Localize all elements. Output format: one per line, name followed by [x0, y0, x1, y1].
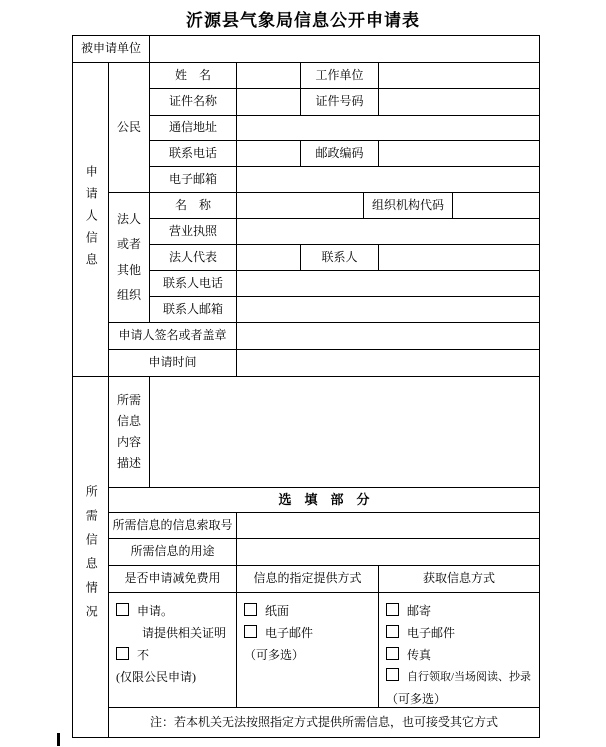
license-label: 营业执照: [149, 218, 237, 245]
org-name-value[interactable]: [236, 192, 364, 219]
cert-name-label: 证件名称: [149, 88, 237, 116]
checkbox-no-icon[interactable]: [116, 647, 129, 660]
email-value[interactable]: [236, 166, 540, 193]
signature-label: 申请人签名或者盖章: [108, 322, 237, 350]
cert-name-value[interactable]: [236, 88, 301, 116]
legal-rep-label: 法人代表: [149, 244, 237, 271]
delivery-method-cell: [236, 592, 379, 708]
fee-waiver-option-no[interactable]: 不: [116, 644, 149, 666]
contact-phone-value[interactable]: [236, 270, 540, 297]
work-unit-value[interactable]: [378, 62, 540, 89]
address-value[interactable]: [236, 115, 540, 141]
checkbox-paper-icon[interactable]: [244, 603, 257, 616]
address-label: 通信地址: [149, 115, 237, 141]
org-name-label: 名 称: [149, 192, 237, 219]
checkbox-self-pickup-icon[interactable]: [386, 668, 399, 681]
checkbox-mail-icon[interactable]: [386, 603, 399, 616]
checkbox-obtain-email-icon[interactable]: [386, 625, 399, 638]
applied-unit-value[interactable]: [149, 35, 540, 63]
optional-section-header: 选 填 部 分: [108, 487, 540, 513]
contact-label: 联系人: [300, 244, 379, 271]
fee-waiver-cell: [108, 592, 237, 708]
applied-unit-label: 被申请单位: [72, 35, 150, 63]
checkbox-fax-icon[interactable]: [386, 647, 399, 660]
required-info-section-label: 所需信息情况: [72, 376, 109, 738]
obtain-option-fax[interactable]: 传真: [386, 644, 431, 666]
cert-no-value[interactable]: [378, 88, 540, 116]
delivery-note: （可多选）: [244, 648, 305, 662]
contact-phone-label: 联系人电话: [149, 270, 237, 297]
obtain-option-email[interactable]: 电子邮件: [386, 622, 455, 644]
checkbox-apply-icon[interactable]: [116, 603, 129, 616]
description-label: 所需信息内容描述: [108, 376, 150, 488]
obtain-option-self-pickup[interactable]: 自行领取/当场阅读、抄录: [386, 666, 531, 688]
postcode-value[interactable]: [378, 140, 540, 167]
legal-rep-value[interactable]: [236, 244, 301, 271]
contact-email-value[interactable]: [236, 296, 540, 323]
name-label: 姓 名: [149, 62, 237, 89]
fee-waiver-header: 是否申请减免费用: [108, 565, 237, 593]
retrieval-no-value[interactable]: [236, 512, 540, 539]
obtain-option-mail[interactable]: 邮寄: [386, 600, 431, 622]
org-code-label: 组织机构代码: [363, 192, 453, 219]
checkbox-delivery-email-icon[interactable]: [244, 625, 257, 638]
license-value[interactable]: [236, 218, 540, 245]
delivery-option-email[interactable]: 电子邮件: [244, 622, 313, 644]
description-value[interactable]: [149, 376, 540, 488]
applicant-section-label: 申请人信息: [72, 62, 109, 377]
fee-waiver-note: (仅限公民申请): [116, 670, 196, 684]
work-unit-label: 工作单位: [300, 62, 379, 89]
purpose-value[interactable]: [236, 538, 540, 566]
purpose-label: 所需信息的用途: [108, 538, 237, 566]
obtain-method-header: 获取信息方式: [378, 565, 540, 593]
obtain-method-cell: [378, 592, 540, 708]
date-value[interactable]: [236, 349, 540, 377]
date-label: 申请时间: [108, 349, 237, 377]
postcode-label: 邮政编码: [300, 140, 379, 167]
citizen-group-label: 公民: [108, 62, 150, 193]
obtain-note: （可多选）: [386, 692, 447, 706]
phone-value[interactable]: [236, 140, 301, 167]
name-value[interactable]: [236, 62, 301, 89]
contact-email-label: 联系人邮箱: [149, 296, 237, 323]
email-label: 电子邮箱: [149, 166, 237, 193]
delivery-option-paper[interactable]: 纸面: [244, 600, 289, 622]
fee-waiver-apply-note: 请提供相关证明: [142, 626, 227, 640]
signature-value[interactable]: [236, 322, 540, 350]
page-title: 沂源县气象局信息公开申请表: [186, 11, 420, 30]
contact-value[interactable]: [378, 244, 540, 271]
fee-waiver-option-apply[interactable]: 申请。: [116, 600, 173, 622]
cert-no-label: 证件号码: [300, 88, 379, 116]
text-cursor: [57, 733, 60, 746]
organization-group-label: 法人或者其他组织: [108, 192, 150, 323]
footer-note: 注：若本机关无法按照指定方式提供所需信息，也可接受其它方式: [108, 707, 540, 738]
phone-label: 联系电话: [149, 140, 237, 167]
retrieval-no-label: 所需信息的信息索取号: [108, 512, 237, 539]
delivery-method-header: 信息的指定提供方式: [236, 565, 379, 593]
org-code-value[interactable]: [452, 192, 540, 219]
